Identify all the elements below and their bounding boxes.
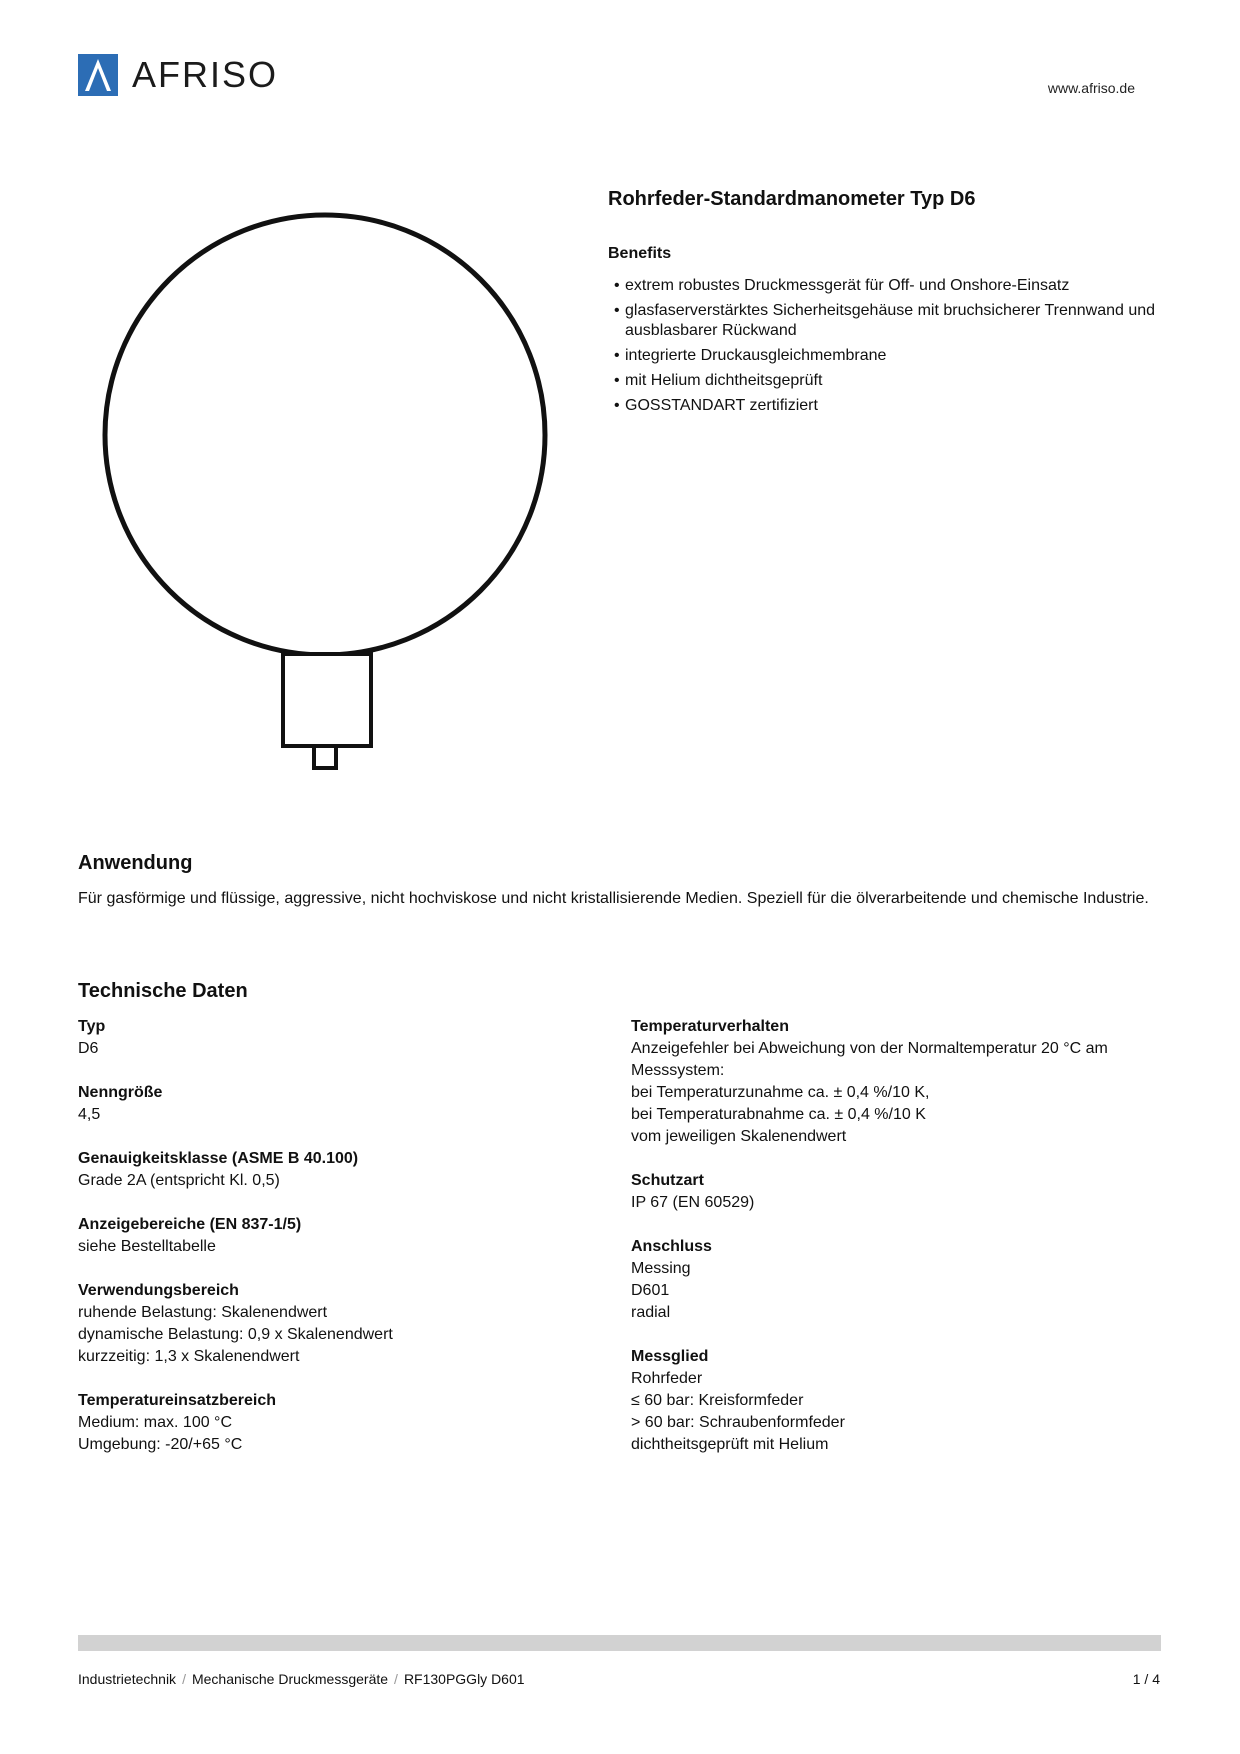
tech-value: bei Temperaturzunahme ca. ± 0,4 %/10 K, — [631, 1084, 930, 1101]
tech-label: Anschluss — [631, 1238, 712, 1255]
tech-value: kurzzeitig: 1,3 x Skalenendwert — [78, 1348, 300, 1365]
page-number: 1 / 4 — [1132, 1671, 1160, 1687]
website-link[interactable]: www.afriso.de — [1047, 80, 1135, 96]
benefit-item: • integrierte Druckausgleichmembrane — [608, 346, 1168, 366]
tech-entry-genauigkeitsklasse — [78, 1148, 578, 1192]
product-title: Rohrfeder-Standardmanometer Typ D6 — [608, 188, 976, 210]
tech-value: ≤ 60 bar: Kreisformfeder — [631, 1392, 804, 1409]
tech-data-right-column — [631, 1016, 1161, 1478]
breadcrumb-separator: / — [394, 1671, 398, 1687]
manometer-drawing — [100, 210, 560, 780]
footer-divider-bar — [78, 1635, 1161, 1651]
breadcrumb-item: RF130PGGly D601 — [403, 1671, 525, 1687]
tech-value: bei Temperaturabnahme ca. ± 0,4 %/10 K — [631, 1106, 926, 1123]
benefit-item: • mit Helium dichtheitsgeprüft — [608, 371, 1168, 391]
brand-name: AFRISO — [132, 54, 279, 95]
tech-data-heading: Technische Daten — [78, 980, 248, 1002]
tech-entry-messglied — [631, 1346, 1161, 1456]
tech-label: Verwendungsbereich — [78, 1282, 239, 1299]
breadcrumb — [78, 1671, 525, 1687]
tech-label: Temperatureinsatzbereich — [78, 1392, 276, 1409]
breadcrumb-item[interactable]: Industrietechnik — [78, 1671, 177, 1687]
tech-label: Messglied — [631, 1348, 709, 1365]
tech-value: dichtheitsgeprüft mit Helium — [631, 1436, 829, 1453]
tech-value: Medium: max. 100 °C — [78, 1414, 233, 1431]
tech-entry-verwendungsbereich — [78, 1280, 578, 1368]
tech-label: Schutzart — [631, 1172, 704, 1189]
tech-entry-anschluss — [631, 1236, 1161, 1324]
tech-value: siehe Bestelltabelle — [78, 1238, 216, 1255]
tech-value: ruhende Belastung: Skalenendwert — [78, 1304, 328, 1321]
tech-entry-typ — [78, 1016, 578, 1060]
anwendung-heading: Anwendung — [78, 852, 193, 874]
breadcrumb-item[interactable]: Mechanische Druckmessgeräte — [191, 1671, 389, 1687]
tech-label: Temperaturverhalten — [631, 1018, 789, 1035]
tech-label: Anzeigebereiche (EN 837-1/5) — [78, 1216, 302, 1233]
tech-value: radial — [631, 1304, 671, 1321]
tech-value: > 60 bar: Schraubenformfeder — [631, 1414, 845, 1431]
tech-entry-nenngroesse — [78, 1082, 578, 1126]
tech-value: 4,5 — [78, 1106, 101, 1123]
tech-value: vom jeweiligen Skalenendwert — [631, 1128, 847, 1145]
benefit-item: • extrem robustes Druckmessgerät für Off- und Onshore-Einsatz — [608, 276, 1168, 296]
tech-entry-schutzart — [631, 1170, 1161, 1214]
benefits-list — [608, 276, 1168, 421]
breadcrumb-separator: / — [182, 1671, 186, 1687]
benefit-item: • glasfaserverstärktes Sicherheitsgehäuse mit bruchsicherer Trennwand und ausblasbarer Rückwand — [608, 301, 1168, 341]
tech-value: Messing — [631, 1260, 691, 1277]
benefit-item: • GOSSTANDART zertifiziert — [608, 396, 1168, 416]
tech-value: D6 — [78, 1040, 99, 1057]
tech-entry-temperatureinsatzbereich — [78, 1390, 578, 1456]
afriso-logo — [78, 52, 308, 98]
tech-label: Genauigkeitsklasse (ASME B 40.100) — [78, 1150, 359, 1167]
afriso-logo-mark — [78, 54, 118, 96]
tech-entry-temperaturverhalten — [631, 1016, 1161, 1148]
tech-value: D601 — [631, 1282, 670, 1299]
tech-value: IP 67 (EN 60529) — [631, 1194, 755, 1211]
tech-label: Typ — [78, 1018, 106, 1035]
tech-value: Anzeigefehler bei Abweichung von der Normaltemperatur 20 °C am Messsystem: — [631, 1040, 1108, 1079]
tech-value: Grade 2A (entspricht Kl. 0,5) — [78, 1172, 280, 1189]
tech-label: Nenngröße — [78, 1084, 163, 1101]
tech-data-left-column — [78, 1016, 578, 1478]
tech-entry-anzeigebereiche — [78, 1214, 578, 1258]
benefits-heading: Benefits — [608, 245, 672, 262]
anwendung-text: Für gasförmige und flüssige, aggressive, nicht hochviskose und nicht kristallisierende Medien. Speziell für die ölverarbeitende und chemische Industrie. — [78, 890, 1149, 907]
tech-value: Umgebung: -20/+65 °C — [78, 1436, 243, 1453]
tech-value: dynamische Belastung: 0,9 x Skalenendwert — [78, 1326, 393, 1343]
tech-value: Rohrfeder — [631, 1370, 703, 1387]
